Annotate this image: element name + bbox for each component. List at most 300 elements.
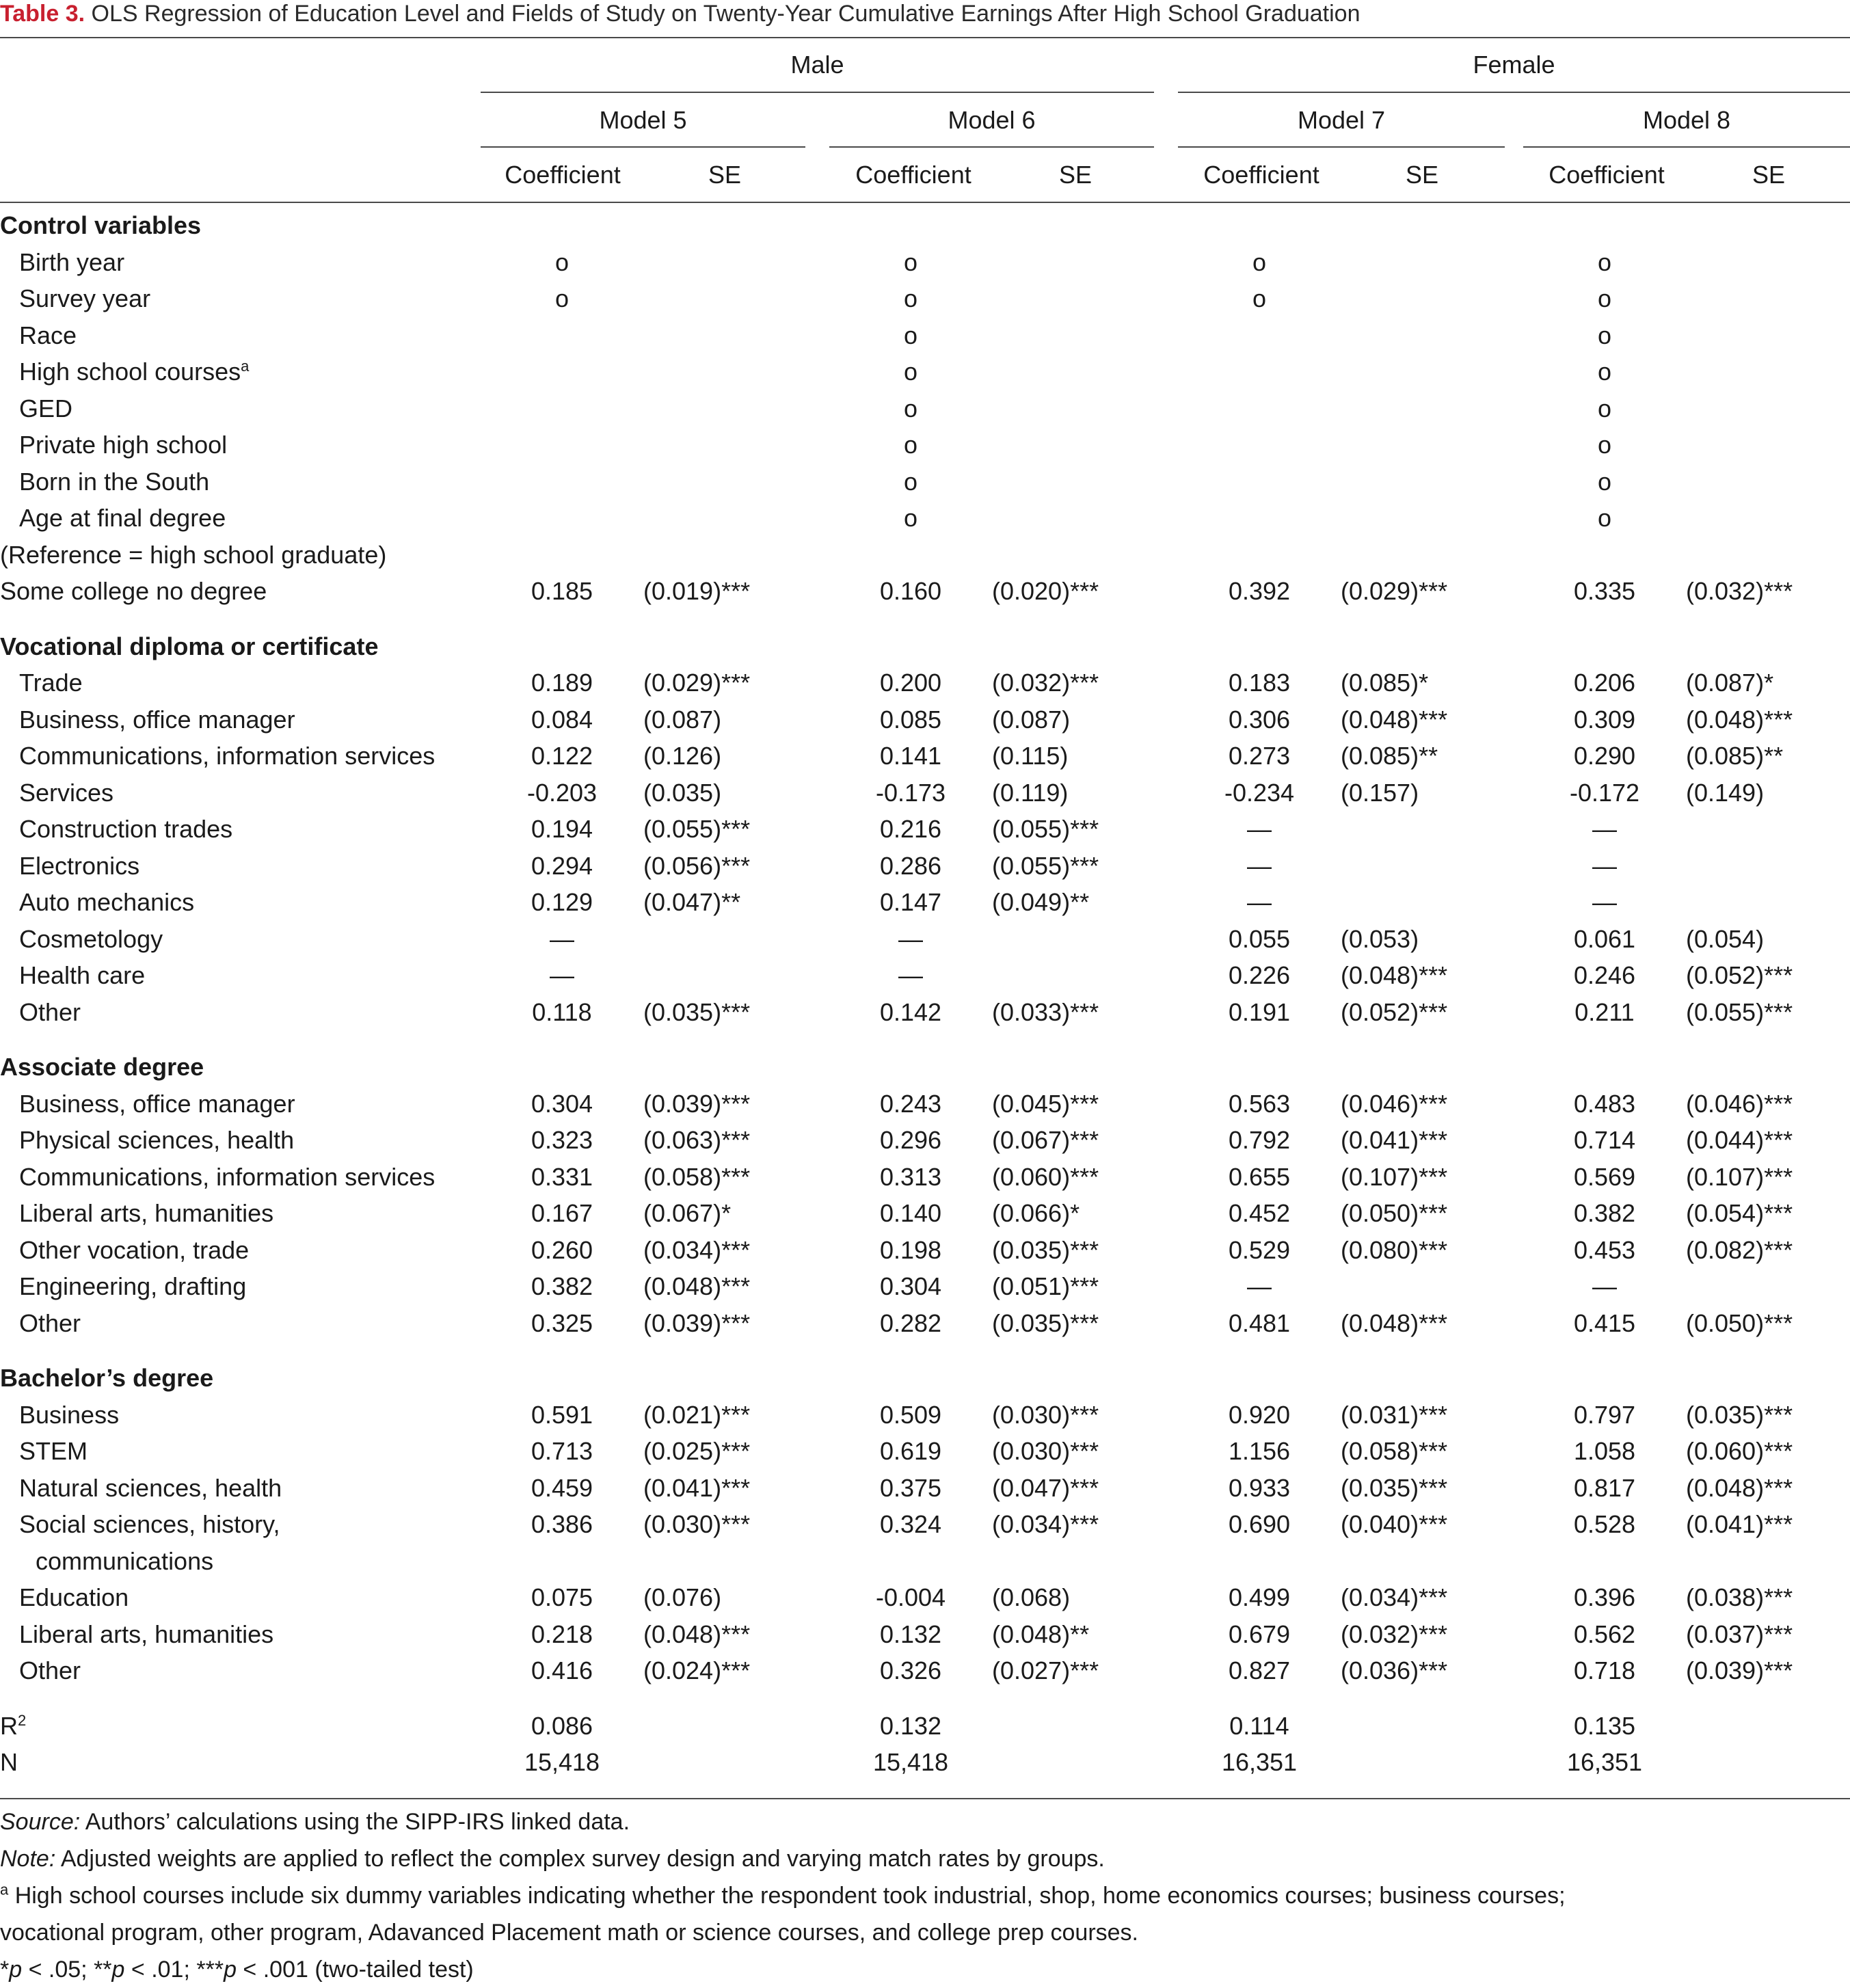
table-row (0, 811, 1850, 848)
coefficient-cell: 0.206 (1573, 669, 1636, 697)
coefficient-cell: 0.183 (1228, 669, 1291, 697)
footnote-marker: a (241, 358, 250, 375)
table-row (0, 1232, 1850, 1269)
se-cell: (0.035)*** (992, 1235, 1099, 1264)
se-cell: (0.149) (1686, 778, 1765, 807)
se-cell: (0.055)*** (992, 851, 1099, 880)
coef-header-6: Coefficient (855, 161, 971, 189)
coefficient-cell: 0.452 (1228, 1199, 1291, 1227)
control-marker: o (1597, 321, 1612, 349)
se-cell: (0.041)*** (1341, 1126, 1448, 1154)
se-cell (1341, 811, 1523, 848)
se-cell: (0.055)*** (992, 815, 1099, 843)
coefficient-cell: 0.396 (1573, 1583, 1636, 1611)
se-cell (1341, 848, 1523, 885)
coef-header-7: Coefficient (1203, 161, 1319, 189)
se-cell: (0.037)*** (1686, 1620, 1793, 1648)
se-cell: (0.031)*** (1341, 1400, 1448, 1429)
se-cell: (0.067)*** (992, 1126, 1099, 1154)
coefficient-cell: — (1592, 1272, 1617, 1300)
superscript: 2 (18, 1711, 27, 1729)
coef-header-5: Coefficient (505, 161, 621, 189)
se-cell: (0.048)*** (1686, 1473, 1793, 1502)
row-label: Natural sciences, health (19, 1473, 282, 1502)
empty-cell (643, 280, 829, 317)
coefficient-cell: 0.797 (1573, 1400, 1636, 1429)
control-marker (1178, 317, 1341, 354)
coefficient-cell: 0.198 (879, 1235, 942, 1264)
se-cell: (0.033)*** (992, 997, 1099, 1026)
se-cell: (0.055)*** (1686, 997, 1793, 1026)
control-marker: o (903, 394, 918, 422)
se-cell: (0.048)*** (1341, 1308, 1448, 1337)
coefficient-cell: 0.499 (1228, 1583, 1291, 1611)
controls-heading (0, 207, 1850, 244)
coefficient-cell: 0.679 (1228, 1620, 1291, 1648)
se-header-7: SE (1405, 161, 1439, 189)
se-cell: (0.034)*** (1341, 1583, 1448, 1611)
control-row (0, 353, 1850, 390)
table-row (0, 848, 1850, 885)
empty-cell (992, 500, 1178, 537)
control-marker (1178, 353, 1341, 390)
se-cell (1686, 848, 1850, 885)
spacer (0, 1689, 1850, 1708)
empty-cell (992, 1744, 1178, 1781)
se-cell: (0.067)* (643, 1199, 732, 1227)
empty-cell (1523, 1543, 1686, 1580)
header-bottom-rule (0, 202, 1850, 203)
group-header-male: Male (790, 51, 844, 79)
se-cell: (0.058)*** (643, 1162, 751, 1191)
se-cell: (0.055)*** (643, 815, 751, 843)
coefficient-cell: 0.304 (531, 1089, 593, 1118)
row-label (0, 464, 481, 500)
coefficient-cell: 0.415 (1573, 1308, 1636, 1337)
coefficient-cell: 0.118 (532, 997, 592, 1026)
se-cell: (0.087) (992, 705, 1071, 734)
row-label: Electronics (19, 851, 140, 880)
empty-cell (1686, 244, 1850, 281)
empty-cell (1686, 427, 1850, 464)
se-cell: (0.056)*** (643, 851, 751, 880)
stat-value: 15,418 (872, 1748, 949, 1776)
section-gap (0, 610, 1850, 628)
se-cell: (0.020)*** (992, 577, 1099, 605)
control-label: Age at final degree (19, 504, 226, 532)
top-rule (0, 37, 1850, 38)
coefficient-cell: 0.331 (531, 1162, 593, 1191)
empty-cell (992, 244, 1178, 281)
se-cell: (0.041)*** (1686, 1510, 1793, 1538)
empty-cell (992, 353, 1178, 390)
coefficient-cell: 0.290 (1573, 742, 1636, 770)
se-cell (992, 957, 1178, 994)
se-cell: (0.085)** (1341, 742, 1438, 770)
se-cell: (0.052)*** (1686, 961, 1793, 989)
row-label (0, 317, 481, 354)
coefficient-cell: 0.061 (1573, 924, 1636, 953)
control-marker: o (1597, 394, 1612, 422)
table-row (0, 1397, 1850, 1434)
coefficient-cell: — (550, 961, 574, 989)
table-title: OLS Regression of Education Level and Fields of Study on Twenty-Year Cumulative Earnings After High School Graduation (91, 1, 1360, 27)
table-row (0, 1579, 1850, 1616)
empty-cell (1686, 1708, 1850, 1745)
se-cell: (0.047)*** (992, 1473, 1099, 1502)
model-8-rule (1523, 146, 1850, 148)
coefficient-cell: 0.792 (1228, 1126, 1291, 1154)
stat-value: 0.114 (1229, 1711, 1289, 1740)
se-cell: (0.085)** (1686, 742, 1784, 770)
se-header-5: SE (708, 161, 742, 189)
coefficient-cell: 0.246 (1573, 961, 1636, 989)
control-marker: o (1597, 358, 1612, 386)
coefficient-cell: 0.309 (1573, 705, 1636, 734)
se-cell: (0.038)*** (1686, 1583, 1793, 1611)
model-header-8: Model 8 (1642, 106, 1731, 134)
control-marker (1178, 500, 1341, 537)
row-label: Education (19, 1583, 129, 1611)
spacer (0, 1030, 1850, 1049)
empty-cell (1341, 317, 1523, 354)
coefficient-cell: 0.933 (1228, 1473, 1291, 1502)
se-cell: (0.048)*** (1341, 961, 1448, 989)
coefficient-cell: 0.386 (531, 1510, 593, 1538)
control-label: High school courses (19, 358, 241, 386)
control-marker: o (903, 321, 918, 349)
stat-name: N (0, 1748, 18, 1776)
empty-cell (1341, 500, 1523, 537)
section-heading: Control variables (0, 211, 202, 239)
row-label: Engineering, drafting (19, 1272, 247, 1300)
coefficient-cell: 0.529 (1228, 1235, 1291, 1264)
empty-cell (829, 1543, 992, 1580)
row-label: Business (19, 1400, 120, 1429)
se-cell: (0.157) (1341, 778, 1419, 807)
se-cell: (0.039)*** (643, 1089, 751, 1118)
se-cell: (0.047)** (643, 888, 741, 916)
coefficient-cell: 0.141 (879, 742, 942, 770)
control-marker: o (1597, 504, 1612, 532)
coefficient-cell: 0.591 (531, 1400, 593, 1429)
table-row (0, 1616, 1850, 1653)
se-cell (1341, 1268, 1523, 1305)
coefficient-cell: 0.147 (879, 888, 942, 916)
coefficient-cell: 0.481 (1228, 1308, 1291, 1337)
coefficient-cell: — (1247, 851, 1272, 880)
coefficient-cell: 0.483 (1573, 1089, 1636, 1118)
model-header-6: Model 6 (948, 106, 1036, 134)
coefficient-cell: 0.655 (1228, 1162, 1291, 1191)
row-label-continuation: communications (36, 1546, 214, 1575)
se-cell: (0.119) (992, 778, 1069, 807)
control-row (0, 464, 1850, 500)
table-row (0, 1470, 1850, 1507)
model-6-rule (829, 146, 1154, 148)
section-heading-2 (0, 1360, 1850, 1397)
se-cell: (0.035)*** (1341, 1473, 1448, 1502)
coefficient-cell: — (1247, 888, 1272, 916)
se-cell: (0.041)*** (643, 1473, 751, 1502)
control-marker: o (903, 284, 918, 312)
coefficient-cell: 0.218 (531, 1620, 593, 1648)
control-marker: o (1597, 284, 1612, 312)
se-cell: (0.029)*** (1341, 577, 1448, 605)
control-row (0, 500, 1850, 537)
empty-cell (1686, 317, 1850, 354)
coefficient-cell: 0.382 (531, 1272, 593, 1300)
control-label: GED (19, 394, 73, 422)
empty-cell (1341, 464, 1523, 500)
empty-cell (992, 317, 1178, 354)
stat-row (0, 1708, 1850, 1745)
se-cell: (0.034)*** (643, 1235, 751, 1264)
empty-cell (643, 427, 829, 464)
control-marker: o (903, 431, 918, 459)
table-row (0, 1433, 1850, 1470)
coef-header-8: Coefficient (1549, 161, 1665, 189)
coefficient-cell: 0.075 (531, 1583, 593, 1611)
coefficient-cell: 0.189 (531, 669, 593, 697)
stat-row (0, 1744, 1850, 1781)
se-cell: (0.115) (992, 742, 1069, 770)
coefficient-cell: 0.453 (1573, 1235, 1636, 1264)
stat-label (0, 1744, 481, 1781)
coefficient-cell: 0.714 (1573, 1126, 1636, 1154)
row-label: Other (19, 997, 81, 1026)
general-note: Note: Adjusted weights are applied to reflect the complex survey design and varying match rates by groups. (0, 1846, 1105, 1872)
control-marker (1178, 464, 1341, 500)
se-cell: (0.030)*** (643, 1510, 751, 1538)
row-label: Communications, information services (19, 1162, 435, 1191)
row-label (0, 280, 481, 317)
empty-cell (1341, 427, 1523, 464)
section-gap (0, 1341, 1850, 1360)
se-cell: (0.060)*** (1686, 1437, 1793, 1465)
table-row (0, 1506, 1850, 1543)
table-number: Table 3. (0, 1, 85, 27)
se-cell (992, 921, 1178, 958)
table-row (0, 738, 1850, 775)
control-label: Survey year (19, 284, 151, 312)
coefficient-cell: — (1247, 1272, 1272, 1300)
model-7-rule (1178, 146, 1505, 148)
coefficient-cell: — (1592, 888, 1617, 916)
row-label: Liberal arts, humanities (19, 1199, 274, 1227)
empty-cell (643, 1708, 829, 1745)
empty-cell (1341, 353, 1523, 390)
control-marker: o (903, 358, 918, 386)
section-heading-1 (0, 1049, 1850, 1086)
se-cell: (0.066)* (992, 1199, 1080, 1227)
empty-cell (992, 464, 1178, 500)
row-label: Other vocation, trade (19, 1235, 250, 1264)
table-row (0, 775, 1850, 811)
coefficient-cell: — (898, 961, 923, 989)
row-label: Trade (19, 669, 83, 697)
control-row (0, 280, 1850, 317)
coefficient-cell: 0.211 (1574, 997, 1635, 1026)
coefficient-cell: 0.191 (1228, 997, 1291, 1026)
empty-cell (1686, 500, 1850, 537)
coefficient-cell: 0.817 (1573, 1473, 1636, 1502)
se-cell (1686, 811, 1850, 848)
se-cell: (0.060)*** (992, 1162, 1099, 1191)
coefficient-cell: 0.055 (1228, 924, 1291, 953)
row-label: STEM (19, 1437, 88, 1465)
coefficient-cell: 0.325 (531, 1308, 593, 1337)
se-cell: (0.107)*** (1686, 1162, 1793, 1191)
row-label: Health care (19, 961, 146, 989)
coefficient-cell: 0.296 (879, 1126, 942, 1154)
empty-cell (1341, 1708, 1523, 1745)
empty-cell (643, 353, 829, 390)
coefficient-cell: 0.160 (879, 577, 942, 605)
spacer (0, 610, 1850, 628)
table-row (0, 1122, 1850, 1159)
se-cell: (0.068) (992, 1583, 1071, 1611)
coefficient-cell: 0.200 (879, 669, 942, 697)
coefficient-cell: 0.563 (1228, 1089, 1291, 1118)
empty-cell (643, 1744, 829, 1781)
coefficient-cell: 0.260 (531, 1235, 593, 1264)
se-cell: (0.082)*** (1686, 1235, 1793, 1264)
se-cell (1686, 1268, 1850, 1305)
coefficient-cell: — (898, 924, 923, 953)
section-heading: Bachelor’s degree (0, 1364, 214, 1392)
table-row-continuation (0, 1543, 1850, 1580)
coefficient-cell: 0.294 (531, 851, 593, 880)
control-marker: o (554, 247, 569, 276)
coefficient-cell: 0.084 (531, 705, 593, 734)
coefficient-cell: 0.085 (879, 705, 942, 734)
table-row (0, 884, 1850, 921)
se-cell: (0.024)*** (643, 1656, 751, 1684)
se-cell: (0.087) (643, 705, 722, 734)
empty-cell (643, 500, 829, 537)
control-marker (481, 317, 643, 354)
row-label: Some college no degree (0, 577, 267, 605)
se-cell: (0.032)*** (1341, 1620, 1448, 1648)
empty-cell (1686, 464, 1850, 500)
row-label: Business, office manager (19, 705, 295, 734)
se-cell: (0.063)*** (643, 1126, 751, 1154)
section-gap (0, 1030, 1850, 1049)
empty-cell (1341, 280, 1523, 317)
group-header-female: Female (1473, 51, 1555, 79)
se-cell: (0.040)*** (1341, 1510, 1448, 1538)
reference-row (0, 537, 1850, 574)
control-label: Birth year (19, 247, 125, 276)
se-cell: (0.052)*** (1341, 997, 1448, 1026)
stat-value: 16,351 (1566, 1748, 1643, 1776)
coefficient-cell: 0.920 (1228, 1400, 1291, 1429)
empty-cell (481, 1543, 643, 1580)
empty-cell (992, 427, 1178, 464)
se-cell: (0.044)*** (1686, 1126, 1793, 1154)
se-cell: (0.048)** (992, 1620, 1090, 1648)
coefficient-cell: 0.140 (879, 1199, 942, 1227)
row-label: Physical sciences, health (19, 1126, 295, 1154)
section-heading: Associate degree (0, 1053, 204, 1081)
control-label: Race (19, 321, 77, 349)
coefficient-cell: 0.286 (879, 851, 942, 880)
empty-cell (1178, 1543, 1341, 1580)
se-cell: (0.107)*** (1341, 1162, 1448, 1191)
control-marker (481, 464, 643, 500)
coefficient-cell: — (1592, 851, 1617, 880)
coefficient-cell: 0.132 (879, 1620, 942, 1648)
se-cell: (0.126) (643, 742, 722, 770)
row-label: Cosmetology (19, 924, 163, 953)
section-heading-0 (0, 628, 1850, 665)
se-cell: (0.032)*** (1686, 577, 1793, 605)
coefficient-cell: 0.304 (879, 1272, 942, 1300)
coefficient-cell: 0.713 (531, 1437, 593, 1465)
empty-cell (992, 280, 1178, 317)
control-marker: o (903, 247, 918, 276)
empty-cell (1341, 1744, 1523, 1781)
coefficient-cell: 0.459 (531, 1473, 593, 1502)
se-cell: (0.032)*** (992, 669, 1099, 697)
table-row (0, 573, 1850, 610)
coefficient-cell: — (1592, 815, 1617, 843)
source-note: Source: Authors’ calculations using the SIPP-IRS linked data. (0, 1809, 630, 1835)
se-cell: (0.045)*** (992, 1089, 1099, 1118)
row-label: Other (19, 1308, 81, 1337)
se-cell: (0.027)*** (992, 1656, 1099, 1684)
table-row (0, 994, 1850, 1031)
control-marker (481, 427, 643, 464)
se-cell: (0.039)*** (1686, 1656, 1793, 1684)
se-cell: (0.019)*** (643, 577, 751, 605)
se-cell: (0.080)*** (1341, 1235, 1448, 1264)
control-marker: o (554, 284, 569, 312)
se-cell (643, 957, 829, 994)
se-cell: (0.050)*** (1341, 1199, 1448, 1227)
table-row (0, 1652, 1850, 1689)
se-cell: (0.076) (643, 1583, 722, 1611)
se-cell: (0.085)* (1341, 669, 1429, 697)
coefficient-cell: 0.216 (879, 815, 942, 843)
table-caption (0, 0, 1850, 31)
section-gap (0, 1689, 1850, 1708)
coefficient-cell: 0.282 (879, 1308, 942, 1337)
se-cell (1341, 884, 1523, 921)
coefficient-cell: 0.416 (531, 1656, 593, 1684)
coefficient-cell: 0.569 (1573, 1162, 1636, 1191)
coefficient-cell: 0.392 (1228, 577, 1291, 605)
table-row (0, 1268, 1850, 1305)
se-cell: (0.046)*** (1686, 1089, 1793, 1118)
footnote-a-line-1: $^a$ High school courses include six dummy variables indicating whether the respondent took industrial, shop, home economics courses; business courses; (0, 1881, 1566, 1909)
coefficient-cell: 0.528 (1573, 1510, 1636, 1538)
coefficient-cell: 0.509 (879, 1400, 942, 1429)
row-label: Construction trades (19, 815, 233, 843)
row-label: Business, office manager (19, 1089, 295, 1118)
control-marker: o (1597, 247, 1612, 276)
control-label: Born in the South (19, 467, 210, 496)
empty-cell (643, 390, 829, 427)
stat-value: 0.135 (1573, 1711, 1636, 1740)
table-row (0, 957, 1850, 994)
table-row (0, 701, 1850, 738)
control-marker: o (1597, 467, 1612, 496)
control-marker (481, 353, 643, 390)
control-marker: o (1252, 284, 1267, 312)
se-cell: (0.039)*** (643, 1308, 751, 1337)
